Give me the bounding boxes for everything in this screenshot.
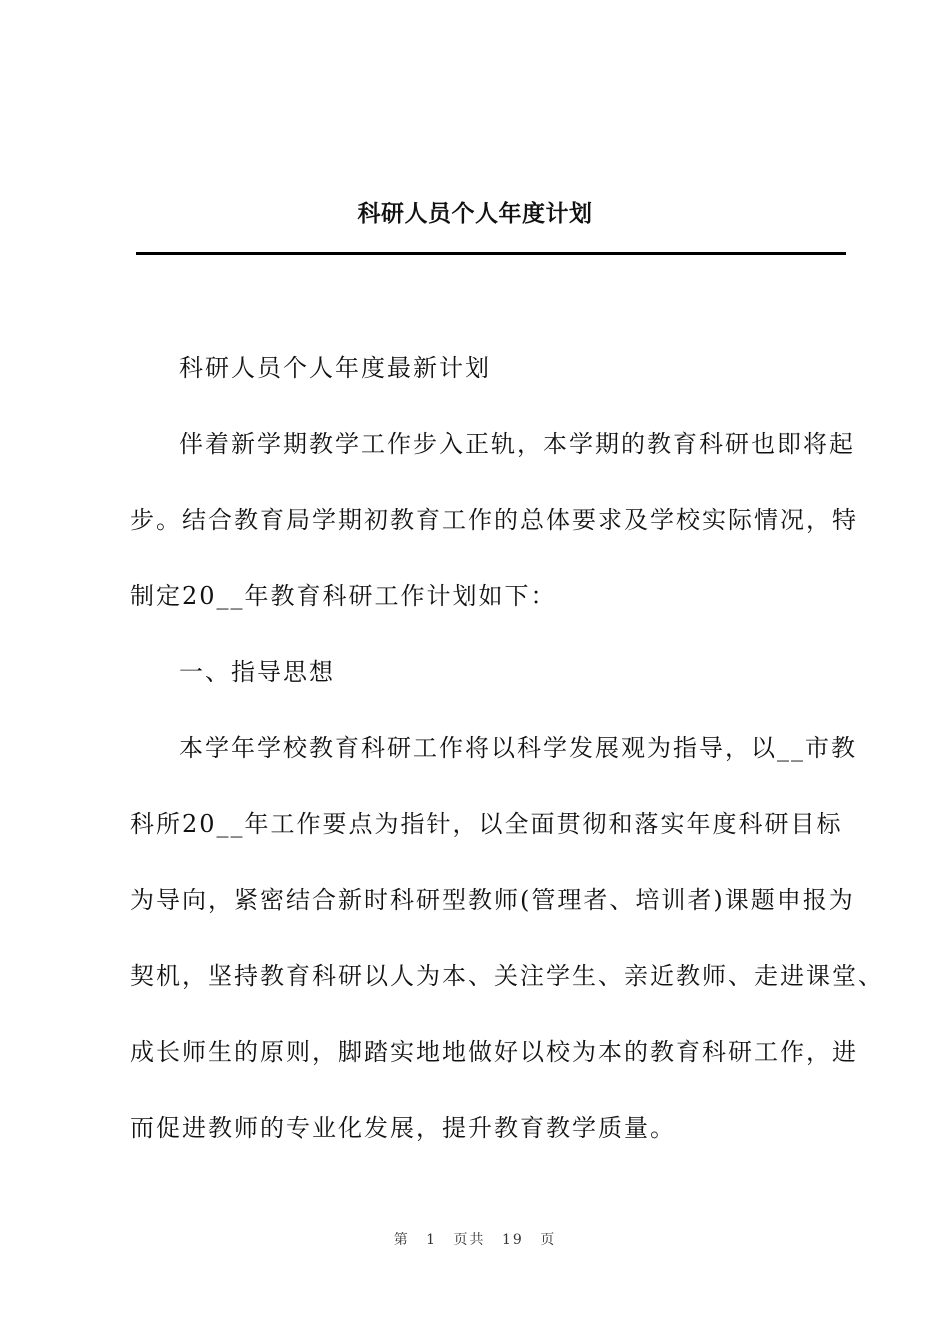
paragraph-line: 为导向，紧密结合新时科研型教师(管理者、培训者)课题申报为	[130, 886, 855, 914]
document-body	[130, 330, 884, 1166]
page-number-footer: 第 1 页共 19 页	[393, 1232, 557, 1248]
paragraph-line: 契机，坚持教育科研以人为本、关注学生、亲近教师、走进课堂、	[130, 962, 884, 990]
title-underline-rule	[136, 252, 846, 255]
paragraph-line: 而促进教师的专业化发展，提升教育教学质量。	[130, 1114, 676, 1142]
paragraph-line: 伴着新学期教学工作步入正轨，本学期的教育科研也即将起	[179, 430, 855, 458]
paragraph-heading-line: 科研人员个人年度最新计划	[179, 354, 491, 382]
paragraph-line: 本学年学校教育科研工作将以科学发展观为指导，以__市教	[179, 734, 857, 762]
paragraph-line: 步。结合教育局学期初教育工作的总体要求及学校实际情况，特	[130, 506, 858, 534]
section-heading-line: 一、指导思想	[179, 658, 335, 686]
paragraph-line: 成长师生的原则，脚踏实地地做好以校为本的教育科研工作，进	[130, 1038, 858, 1066]
paragraph-line: 制定20__年教育科研工作计划如下：	[130, 582, 557, 610]
paragraph-line: 科所20__年工作要点为指针，以全面贯彻和落实年度科研目标	[130, 810, 843, 838]
document-title: 科研人员个人年度计划	[357, 201, 593, 227]
